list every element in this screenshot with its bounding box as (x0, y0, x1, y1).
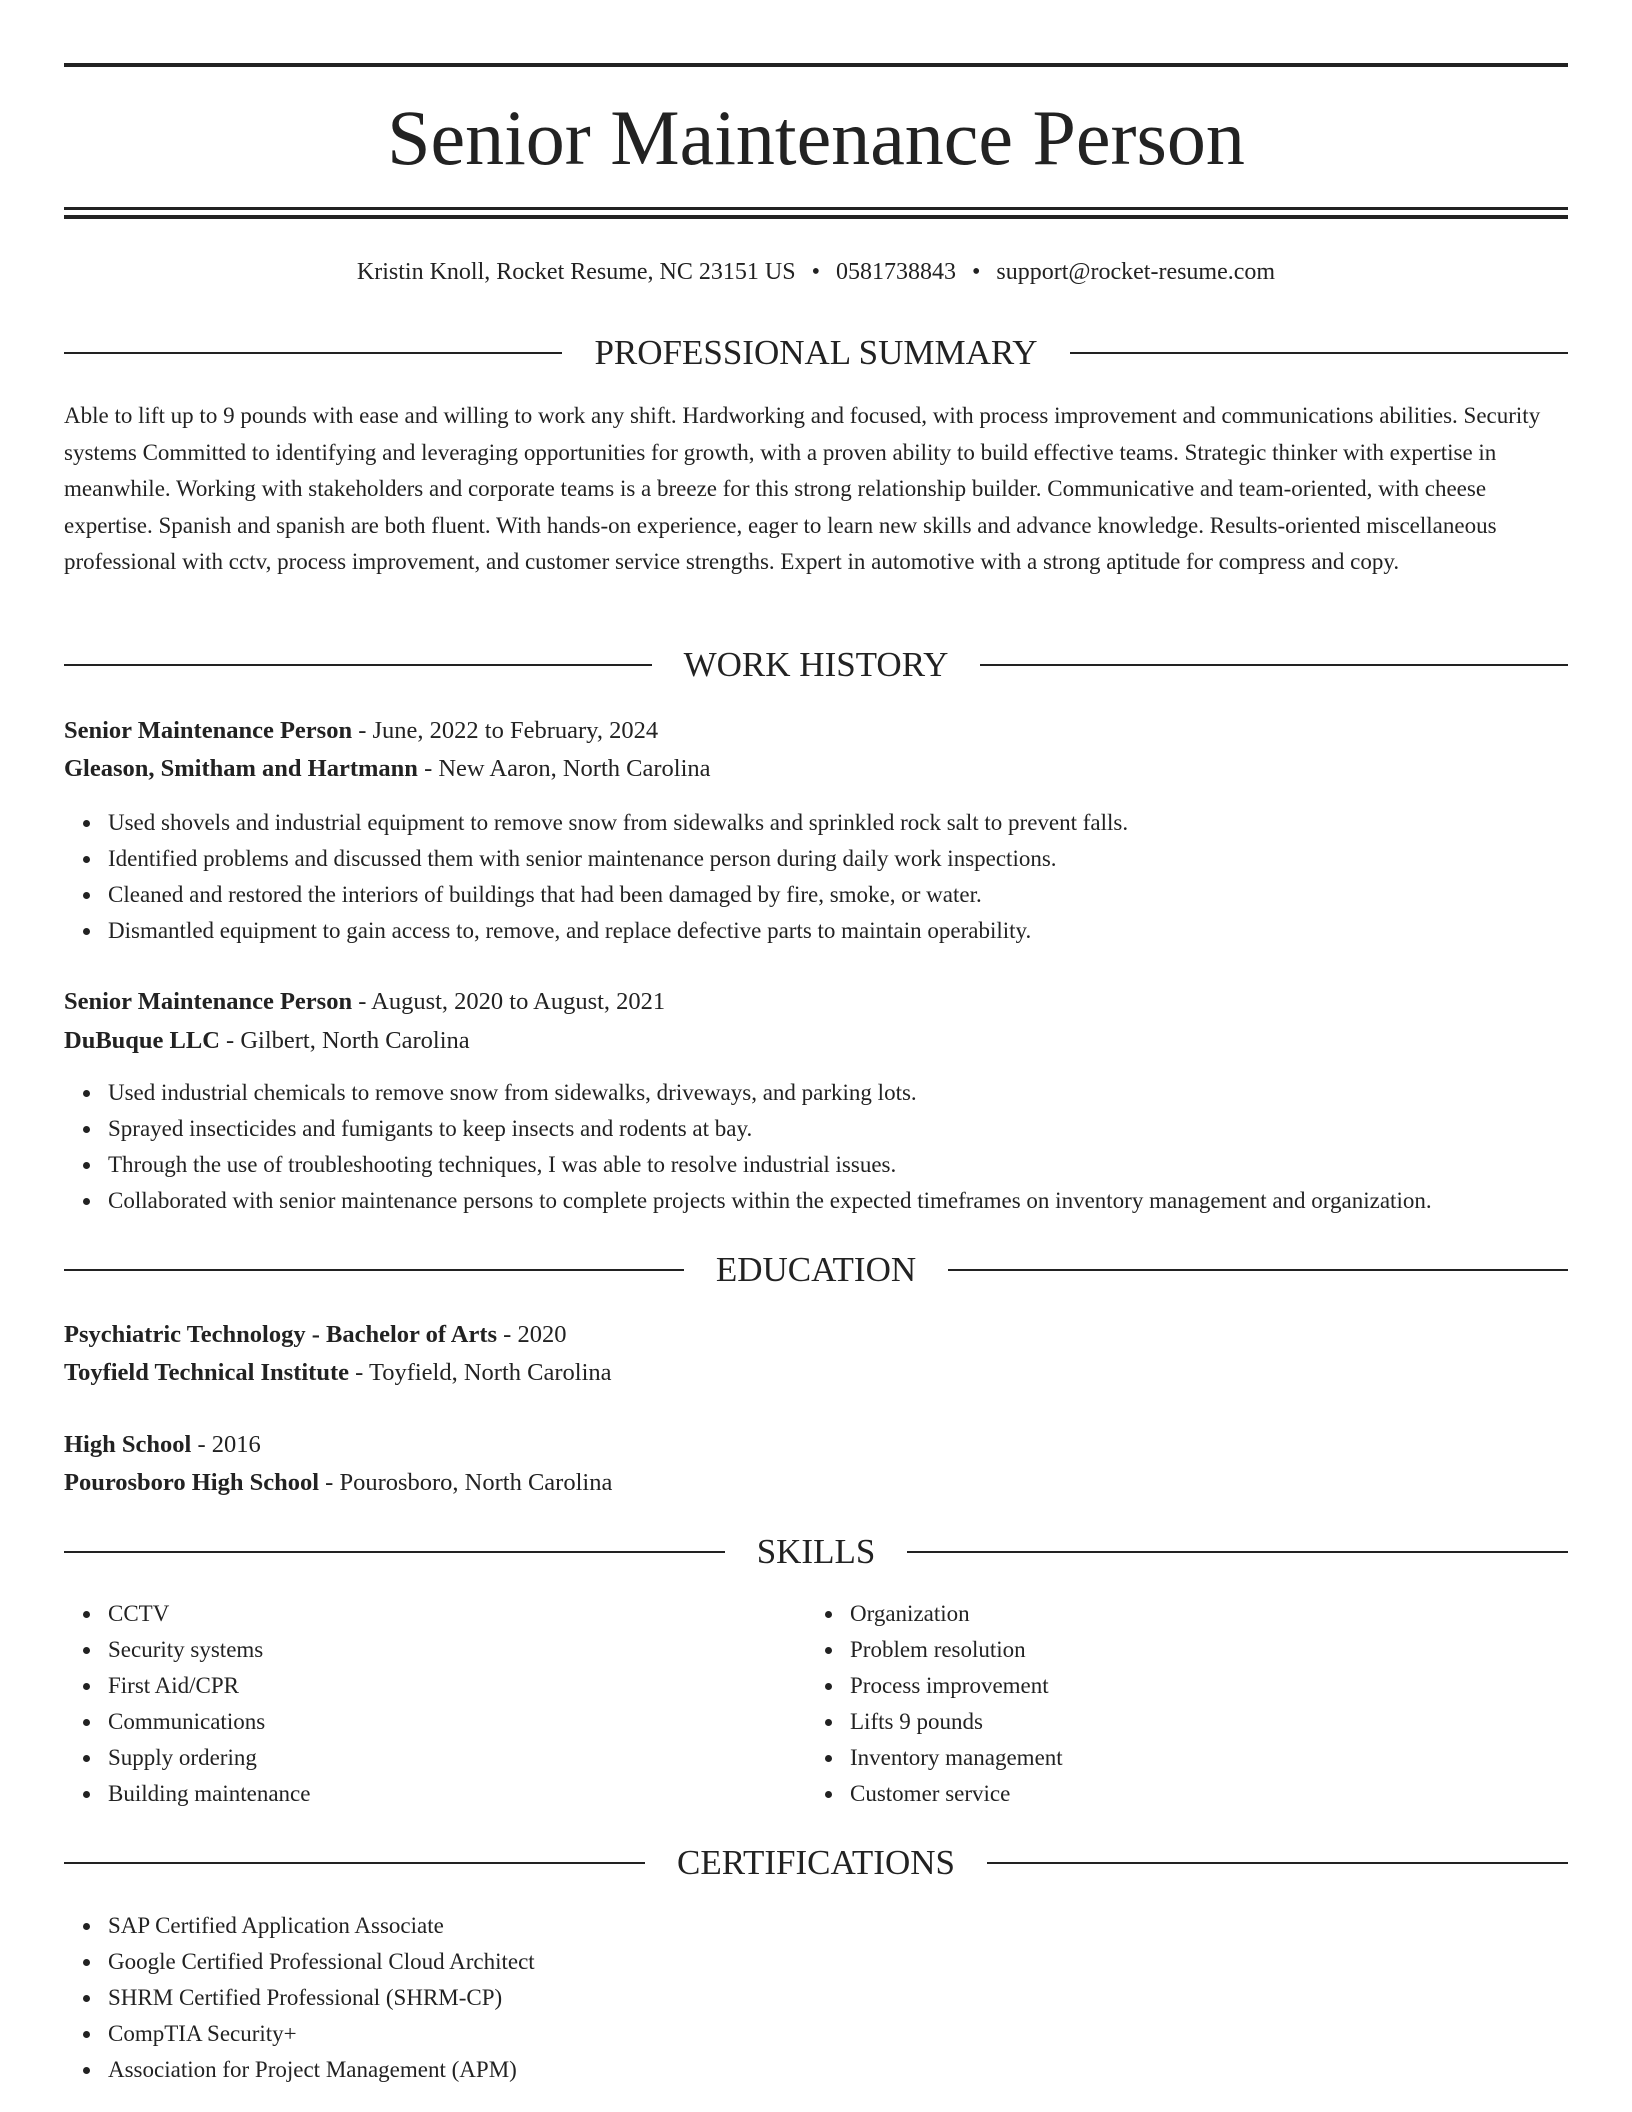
section-heading-summary (64, 333, 1568, 373)
certification-item: Association for Project Management (APM) (108, 2052, 535, 2088)
heading-rule (64, 352, 562, 354)
skill-item: First Aid/CPR (108, 1668, 310, 1704)
list-item: Identified problems and discussed them with senior maintenance person during daily work inspections. (108, 841, 1128, 877)
section-title: SKILLS (756, 1532, 876, 1571)
job-dates: - June, 2022 to February, 2024 (352, 717, 659, 744)
job-bullet-list (108, 1075, 1432, 1219)
education-location: - Toyfield, North Carolina (348, 1359, 612, 1386)
education-degree: Psychiatric Technology - Bachelor of Arts (64, 1321, 498, 1348)
heading-rule (987, 1862, 1568, 1864)
section-title: EDUCATION (715, 1250, 917, 1289)
section-title: WORK HISTORY (683, 645, 949, 684)
skill-item: Lifts 9 pounds (850, 1704, 1063, 1740)
list-item: Collaborated with senior maintenance persons to complete projects within the expected timeframes on inventory management and organization. (108, 1183, 1432, 1219)
skills-list-left (108, 1596, 310, 1812)
heading-rule (1070, 352, 1568, 354)
education-school-line (64, 1465, 612, 1501)
job-title-line (64, 713, 658, 749)
resume-title: Senior Maintenance Person (387, 94, 1245, 181)
job-title: Senior Maintenance Person (64, 988, 353, 1015)
list-item: Used shovels and industrial equipment to remove snow from sidewalks and sprinkled rock salt to prevent falls. (108, 805, 1128, 841)
education-year: - 2020 (497, 1321, 567, 1348)
header-rule-lower (64, 215, 1568, 219)
list-item: Through the use of troubleshooting techniques, I was able to resolve industrial issues. (108, 1147, 1432, 1183)
education-degree-line (64, 1317, 566, 1353)
job-company: DuBuque LLC (64, 1027, 220, 1054)
skills-list-right (850, 1596, 1063, 1812)
list-item: Sprayed insecticides and fumigants to keep insects and rodents at bay. (108, 1111, 1432, 1147)
skill-item: Inventory management (850, 1740, 1063, 1776)
section-heading-work-history (64, 645, 1568, 685)
skill-item: Building maintenance (108, 1776, 310, 1812)
contact-separator: • (971, 259, 981, 285)
heading-rule (64, 1551, 725, 1553)
heading-rule (907, 1551, 1568, 1553)
job-location: - Gilbert, North Carolina (219, 1027, 470, 1054)
skill-item: Security systems (108, 1632, 310, 1668)
heading-rule (64, 1269, 684, 1271)
certifications-list (108, 1908, 535, 2088)
heading-rule (980, 664, 1568, 666)
section-heading-skills (64, 1532, 1568, 1572)
header-rule-upper (64, 207, 1568, 210)
education-school: Toyfield Technical Institute (64, 1359, 349, 1386)
job-bullet-list (108, 805, 1128, 949)
education-location: - Pourosboro, North Carolina (319, 1469, 613, 1496)
education-school-line (64, 1355, 612, 1391)
list-item: Cleaned and restored the interiors of buildings that had been damaged by fire, smoke, or water. (108, 877, 1128, 913)
list-item: Dismantled equipment to gain access to, remove, and replace defective parts to maintain operability. (108, 913, 1128, 949)
heading-rule (948, 1269, 1568, 1271)
section-heading-education (64, 1250, 1568, 1290)
job-dates: - August, 2020 to August, 2021 (352, 988, 666, 1015)
job-location: - New Aaron, North Carolina (417, 755, 711, 782)
skill-item: Communications (108, 1704, 310, 1740)
list-item: Used industrial chemicals to remove snow from sidewalks, driveways, and parking lots. (108, 1075, 1432, 1111)
education-year: - 2016 (191, 1431, 261, 1458)
job-company-line (64, 1023, 470, 1059)
job-company-line (64, 751, 711, 787)
education-degree: High School (64, 1431, 192, 1458)
heading-rule (64, 664, 652, 666)
section-title: PROFESSIONAL SUMMARY (594, 333, 1038, 372)
contact-address: Kristin Knoll, Rocket Resume, NC 23151 US (356, 259, 796, 285)
skill-item: Organization (850, 1596, 1063, 1632)
education-degree-line (64, 1427, 261, 1463)
job-title-line (64, 984, 665, 1020)
contact-email: support@rocket-resume.com (996, 259, 1276, 285)
skill-item: CCTV (108, 1596, 310, 1632)
education-school: Pourosboro High School (64, 1469, 320, 1496)
skill-item: Problem resolution (850, 1632, 1063, 1668)
job-title: Senior Maintenance Person (64, 717, 353, 744)
certification-item: Google Certified Professional Cloud Architect (108, 1944, 535, 1980)
heading-rule (64, 1862, 645, 1864)
skill-item: Supply ordering (108, 1740, 310, 1776)
skill-item: Process improvement (850, 1668, 1063, 1704)
contact-phone: 0581738843 (835, 259, 956, 285)
section-heading-certifications (64, 1843, 1568, 1883)
summary-text: Able to lift up to 9 pounds with ease and willing to work any shift. Hardworking and focused, with process improvement and communications abilities. Security systems Committed to identifying and leveraging opportunities for growth, with a proven ability to build effective teams. Strategic thinker with expertise in meanwhile. Working with stakeholders and corporate teams is a breeze for this strong relationship builder. Communicative and team-oriented, with cheese expertise. Spanish and spanish are both fluent. With hands-on experience, eager to learn new skills and advance knowledge. Results-oriented miscellaneous professional with cctv, process improvement, and customer service strengths. Expert in automotive with a strong aptitude for compress and copy. (64, 403, 1541, 574)
contact-line (64, 254, 1568, 290)
certification-item: SHRM Certified Professional (SHRM-CP) (108, 1980, 535, 2016)
job-company: Gleason, Smitham and Hartmann (64, 755, 418, 782)
section-title: CERTIFICATIONS (677, 1843, 955, 1882)
contact-separator: • (811, 259, 820, 285)
header-top-rule (64, 63, 1568, 67)
certification-item: SAP Certified Application Associate (108, 1908, 535, 1944)
certification-item: CompTIA Security+ (108, 2016, 535, 2052)
skill-item: Customer service (850, 1776, 1063, 1812)
